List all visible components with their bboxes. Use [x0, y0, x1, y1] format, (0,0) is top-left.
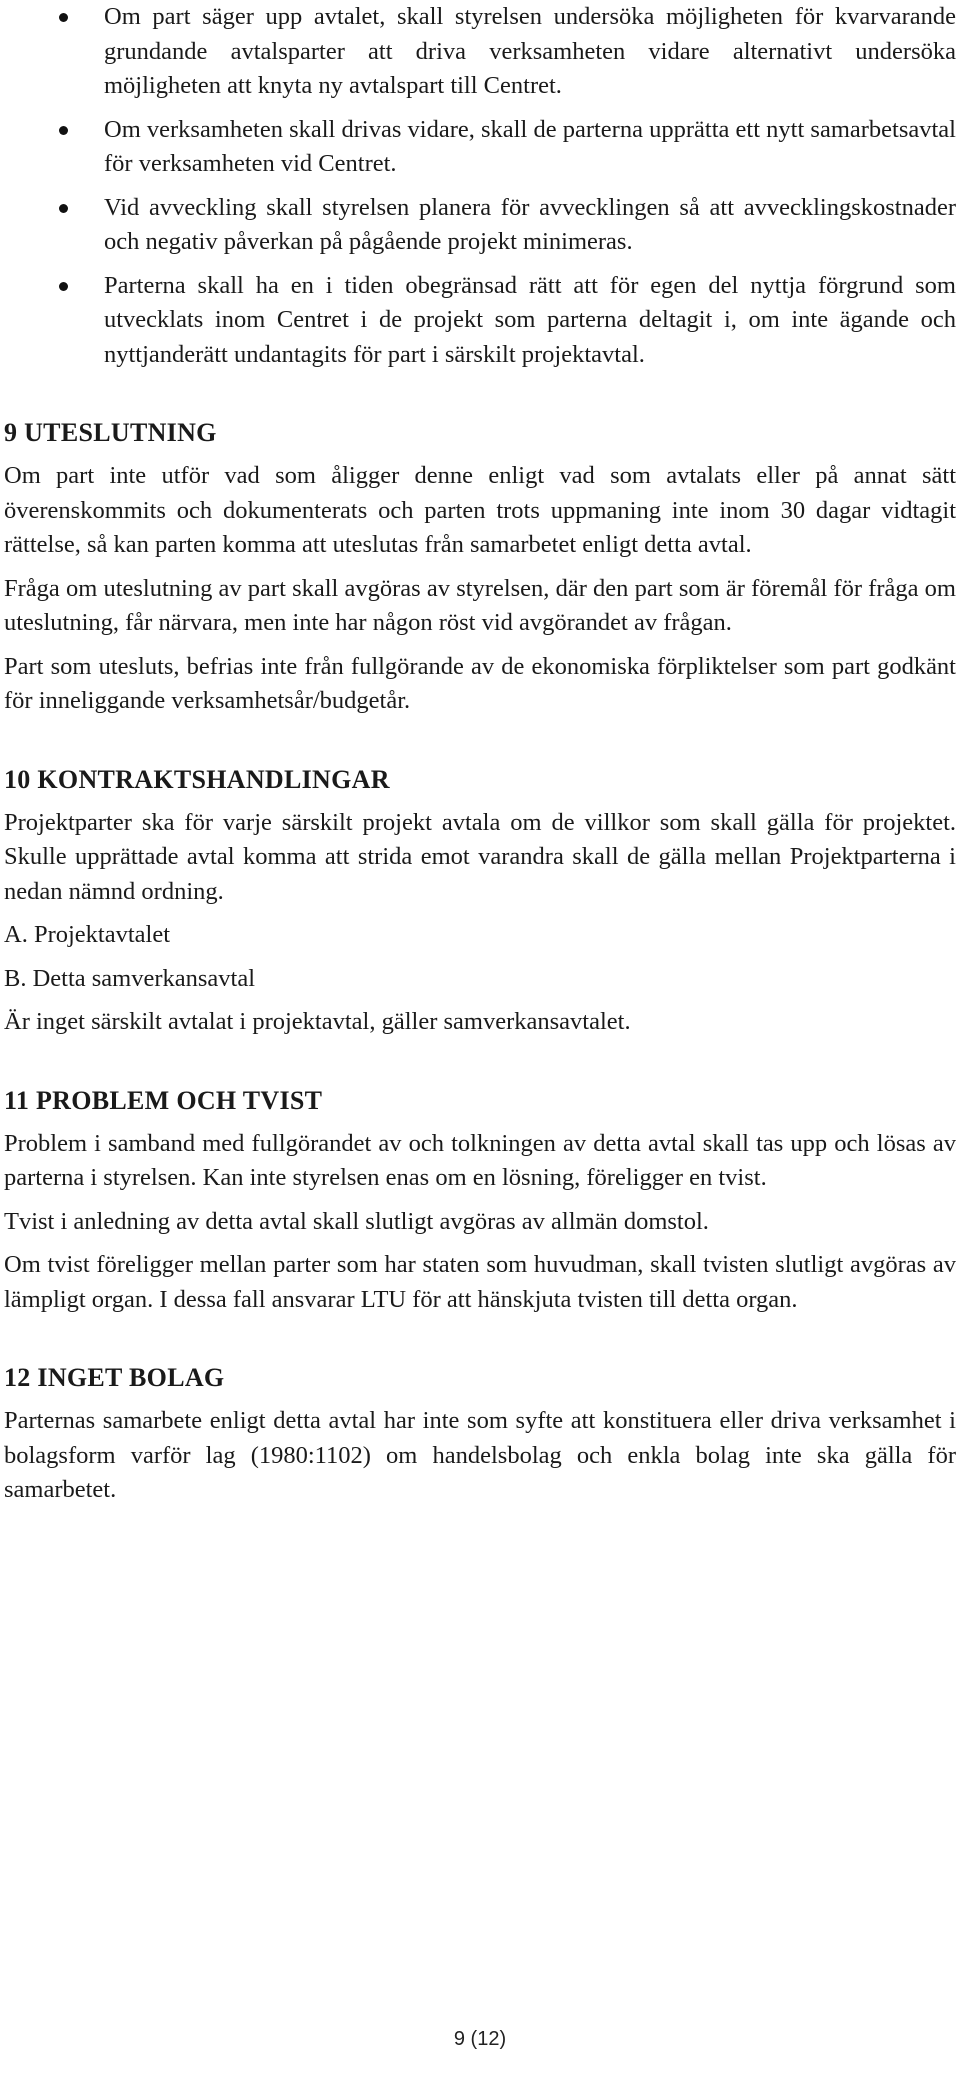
section-paragraph: Tvist i anledning av detta avtal skall slutligt avgöras av allmän domstol.: [4, 1207, 709, 1235]
section-kontraktshandlingar: [4, 763, 956, 1040]
section-problem-och-tvist: [4, 1084, 956, 1318]
bullet-list: [4, 0, 956, 372]
bullet-icon: [59, 282, 68, 291]
list-item: [4, 113, 956, 182]
section-heading: 9 UTESLUTNING: [4, 418, 217, 447]
section-paragraph: Parternas samarbete enligt detta avtal har inte som syfte att konstituera eller driva verksamhet i bolagsform varför lag (1980:1102) om handelsbolag och enkla bolag inte ska gälla för samarbetet.: [4, 1407, 956, 1503]
list-item-text: Om verksamheten skall drivas vidare, skall de parterna upprätta ett nytt samarbetsavtal för verksamheten vid Centret.: [104, 115, 956, 177]
section-paragraph: Fråga om uteslutning av part skall avgöras av styrelsen, där den part som är föremål för fråga om uteslutning, får närvara, men inte har någon röst vid avgörandet av frågan.: [4, 574, 956, 636]
section-paragraph: Projektparter ska för varje särskilt projekt avtala om de villkor som skall gälla för projektet. Skulle upprättade avtal komma att strida emot varandra skall de gälla mellan Projektparterna i nedan nämnd ordning.: [4, 808, 956, 905]
list-item: [4, 269, 956, 373]
list-item: [4, 0, 956, 104]
order-item: A. Projektavtalet: [4, 921, 171, 948]
section-paragraph: Part som utesluts, befrias inte från fullgörande av de ekonomiska förpliktelser som part godkänt för inneliggande verksamhetsår/budgetår.: [4, 652, 956, 714]
bullet-icon: [59, 13, 68, 22]
list-item-text: Parterna skall ha en i tiden obegränsad rätt att för egen del nyttja förgrund som utvecklats inom Centret i de projekt som parterna deltagit i, om inte ägande och nyttjanderätt undantagits för part i särskilt projektavtal.: [104, 271, 956, 368]
section-heading: 10 KONTRAKTSHANDLINGAR: [4, 764, 390, 794]
list-item: [4, 191, 956, 260]
document-page: [4, 0, 956, 1517]
list-item-text: Vid avveckling skall styrelsen planera för avvecklingen så att avvecklingskostnader och negativ påverkan på pågående projekt minimeras.: [104, 193, 956, 255]
section-uteslutning: [4, 416, 956, 719]
page-number: 9 (12): [453, 2028, 507, 2050]
section-inget-bolag: [4, 1361, 956, 1508]
section-heading: 12 INGET BOLAG: [4, 1363, 225, 1392]
bullet-icon: [59, 204, 68, 213]
bullet-icon: [59, 126, 68, 135]
section-heading: 11 PROBLEM OCH TVIST: [4, 1085, 323, 1115]
section-paragraph: Är inget särskilt avtalat i projektavtal, gäller samverkansavtalet.: [4, 1008, 631, 1035]
section-paragraph: Om part inte utför vad som åligger denne enligt vad som avtalats eller på annat sätt överenskommits och dokumenterats och parten trots uppmaning inte inom 30 dagar vidtagit rättelse, så kan parten komma att uteslutas från samarbetet enligt detta avtal.: [4, 462, 956, 558]
section-paragraph: Problem i samband med fullgörandet av och tolkningen av detta avtal skall tas upp och lösas av parterna i styrelsen. Kan inte styrelsen enas om en lösning, föreligger en tvist.: [4, 1129, 956, 1191]
list-item-text: Om part säger upp avtalet, skall styrelsen undersöka möjligheten för kvarvarande grundande avtalsparter att driva verksamheten vidare alternativt undersöka möjligheten att knyta ny avtalspart till Centret.: [104, 3, 956, 99]
order-item: B. Detta samverkansavtal: [4, 964, 256, 992]
section-paragraph: Om tvist föreligger mellan parter som har staten som huvudman, skall tvisten slutligt avgöras av lämpligt organ. I dessa fall ansvarar LTU för att hänskjuta tvisten till detta organ.: [4, 1251, 956, 1313]
